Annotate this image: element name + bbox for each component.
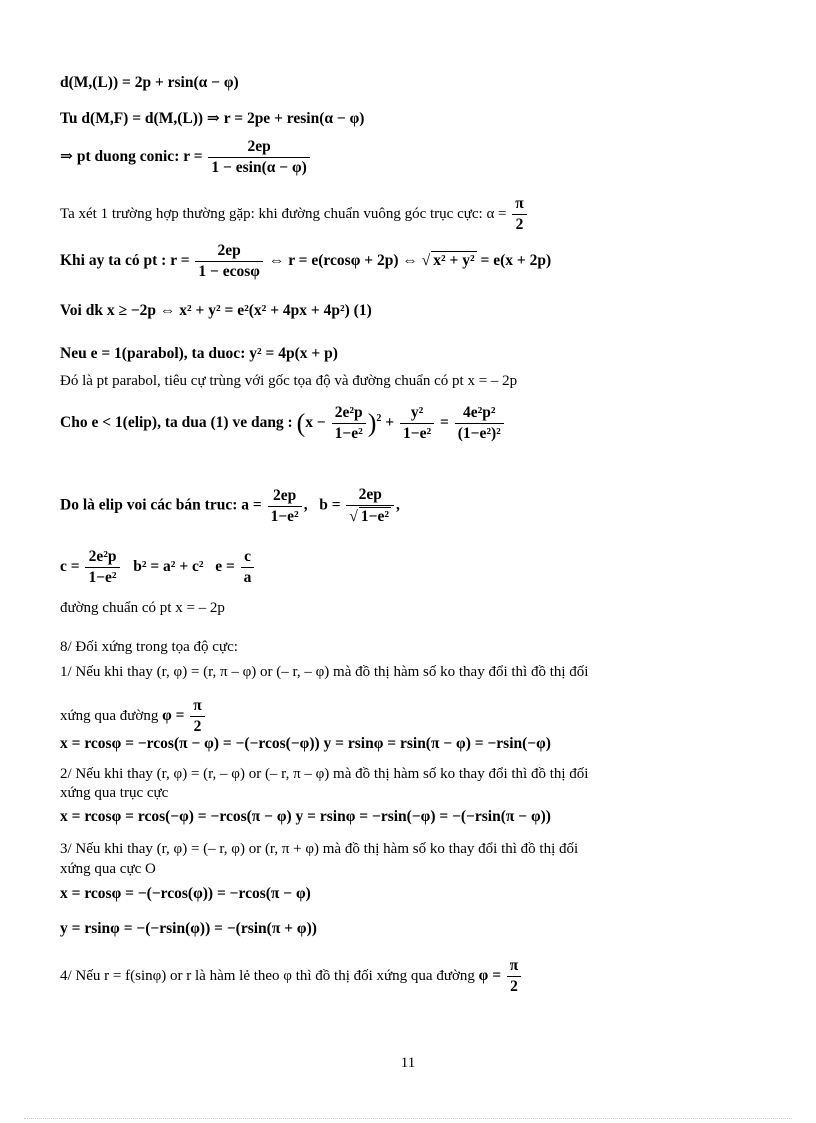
eq-ellipse-c: c = $\frac{\text{2e²p}}{\text{1−e²}}$ b² = a² + c² e = $\frac{c}{a}$: [60, 548, 256, 587]
polar-fraction: $\frac{2ep}{1 - ecos\varphi}$: [195, 242, 263, 281]
case-directrix-text: Ta xét 1 trường hợp thường gặp: khi đường chuẩn vuông góc trục cực: α = $\frac{\pi}{2}$: [60, 195, 529, 234]
conic-prefix: ⇒ pt duong conic: r =: [60, 148, 203, 166]
eq-conic: [60, 138, 312, 177]
eq-parabola: Neu e = 1(parabol), ta duoc: y² = 4p(x + p): [60, 345, 338, 362]
eq-polar-form: Khi ay ta có pt : r = $\frac{2ep}{1 - ecos\varphi}$ ⇔ r = e(rcosφ + 2p) ⇔ √ x² + y² = e(x + 2p): [60, 242, 552, 280]
eq-distance-equality: Tu d(M,F) = d(M,(L)) ⇒ r = 2pe + resin(α − φ): [60, 110, 365, 127]
case2-equations: x = rcosφ = rcos(−φ) = −rcos(π − φ) y = rsinφ = −rsin(−φ) = −(−rsin(π − φ)): [60, 808, 551, 825]
case3-eq-y: y = rsinφ = −(−rsin(φ)) = −(rsin(π + φ)): [60, 920, 317, 937]
conic-fraction: $\frac{2ep}{1 - esin(\alpha - \varphi)}$: [208, 138, 309, 177]
case4-text: 4/ Nếu r = f(sinφ) or r là hàm lẻ theo φ thì đồ thị đối xứng qua đường φ = $\frac{\pi}{2}$: [60, 957, 523, 996]
case2-text: 2/ Nếu khi thay (r, φ) = (r, – φ) or (– r, π – φ) mà đồ thị hàm số ko thay đổi thì đồ thị đối: [60, 766, 589, 782]
alpha-fraction: $\frac{\pi}{2}$: [512, 195, 527, 234]
case1-equations: x = rcosφ = −rcos(π − φ) = −(−rcos(−φ)) y = rsinφ = rsin(π − φ) = −rsin(−φ): [60, 735, 551, 752]
case3-text: 3/ Nếu khi thay (r, φ) = (– r, φ) or (r, π + φ) mà đồ thị hàm số ko thay đổi thì đồ thị đối: [60, 841, 579, 857]
sqrt-icon: √: [421, 252, 431, 270]
case1-text: 1/ Nếu khi thay (r, φ) = (r, π – φ) or (– r, – φ) mà đồ thị hàm số ko thay đổi thì đồ thị đối: [60, 664, 589, 680]
case3-axis: xứng qua cực O: [60, 861, 156, 877]
case2-axis: xứng qua trục cực: [60, 785, 169, 801]
eq-ellipse-axes: Do là elip voi các bán truc: a = $\frac{2ep}{\text{1−e²}}$ , b = $\frac{2ep}{\text{√ 1−e²}}$ ,: [60, 486, 400, 525]
case3-eq-x: x = rcosφ = −(−rcos(φ)) = −rcos(π − φ): [60, 885, 311, 902]
page-bottom-rule: [24, 1118, 792, 1119]
eq-distance-line: d(M,(L)) = 2p + rsin(α − φ): [60, 74, 239, 91]
eq-ellipse-form: Cho e < 1(elip), ta dua (1) ve dang : (x − $\frac{\text{2e²p}}{\text{1−e²}}$ )$^2$ + $\frac{\text{y²}}{\text{1−e²}}$ = $\frac{\text{4e²p²}}{\text{(1−e²)²}}$: [60, 404, 506, 443]
parabola-note: Đó là pt parabol, tiêu cự trùng với gốc tọa độ và đường chuẩn có pt x = – 2p: [60, 373, 518, 389]
eq-condition: Voi dk x ≥ −2p ⇔ x² + y² = e²(x² + 4px + 4p²) (1): [60, 302, 372, 319]
section-heading: 8/ Đối xứng trong tọa độ cực:: [60, 639, 238, 655]
page-number: 11: [400, 1055, 416, 1071]
directrix-note: đường chuẩn có pt x = – 2p: [60, 600, 225, 616]
case1-axis: xứng qua đường φ = $\frac{\pi}{2}$: [60, 697, 207, 736]
